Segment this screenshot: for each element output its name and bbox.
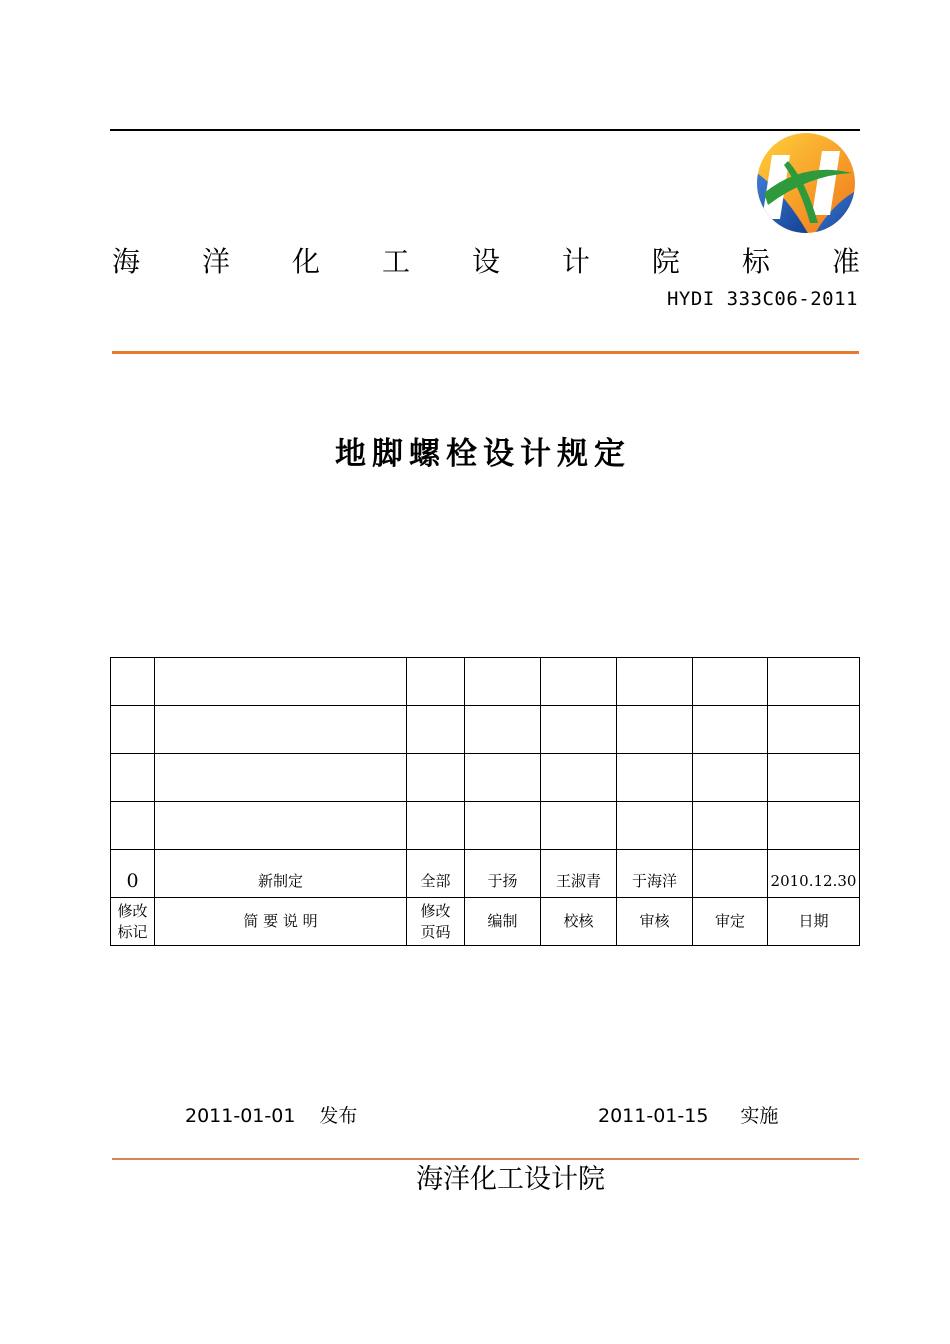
table-cell xyxy=(155,802,407,850)
revision-prepared: 于扬 xyxy=(465,850,541,898)
table-cell xyxy=(407,706,465,754)
table-row xyxy=(111,802,860,850)
table-cell xyxy=(407,754,465,802)
header-pages-line1: 修改 xyxy=(420,901,451,920)
table-cell xyxy=(111,658,155,706)
table-cell xyxy=(693,754,768,802)
table-cell xyxy=(465,802,541,850)
revision-mark: 0 xyxy=(111,850,155,898)
footer-divider xyxy=(112,1158,859,1160)
header-approved: 审定 xyxy=(693,898,768,946)
table-cell xyxy=(155,754,407,802)
org-char: 海 xyxy=(112,245,141,278)
table-cell xyxy=(617,754,693,802)
implement-info xyxy=(598,1102,778,1130)
document-code: HYDI 333C06-2011 xyxy=(666,288,858,310)
org-char: 院 xyxy=(651,245,680,278)
table-cell xyxy=(465,658,541,706)
header-date: 日期 xyxy=(768,898,860,946)
release-label: 发布 xyxy=(319,1105,358,1127)
table-cell xyxy=(768,802,860,850)
table-cell xyxy=(617,658,693,706)
table-cell xyxy=(768,706,860,754)
release-date: 2011-01-01 xyxy=(185,1105,296,1127)
table-cell xyxy=(541,802,617,850)
revision-date: 2010.12.30 xyxy=(768,850,860,898)
table-row xyxy=(111,706,860,754)
header-summary: 简 要 说 明 xyxy=(155,898,407,946)
org-char: 工 xyxy=(381,245,410,278)
implement-date: 2011-01-15 xyxy=(598,1105,709,1127)
implement-label: 实施 xyxy=(740,1105,779,1127)
table-cell xyxy=(111,802,155,850)
release-info xyxy=(185,1102,357,1130)
table-cell xyxy=(155,706,407,754)
table-cell xyxy=(111,754,155,802)
revision-pages: 全部 xyxy=(407,850,465,898)
org-char: 洋 xyxy=(201,245,230,278)
revision-row xyxy=(111,850,860,898)
table-cell xyxy=(541,754,617,802)
table-cell xyxy=(768,754,860,802)
revision-table xyxy=(110,657,860,946)
revision-checked: 王淑青 xyxy=(541,850,617,898)
revision-header-row xyxy=(111,898,860,946)
header-pages-line2: 页码 xyxy=(420,922,451,941)
table-cell xyxy=(768,658,860,706)
header-reviewed: 审核 xyxy=(617,898,693,946)
header-checked: 校核 xyxy=(541,898,617,946)
table-cell xyxy=(407,658,465,706)
revision-approved xyxy=(693,850,768,898)
table-cell xyxy=(541,658,617,706)
table-row xyxy=(111,658,860,706)
table-cell xyxy=(155,658,407,706)
org-char: 准 xyxy=(831,245,860,278)
header-mark-line2: 标记 xyxy=(117,922,148,941)
footer-org: 海洋化工设计院 xyxy=(416,1164,605,1195)
org-char: 设 xyxy=(471,245,500,278)
table-cell xyxy=(693,658,768,706)
org-char: 计 xyxy=(561,245,590,278)
table-cell xyxy=(111,706,155,754)
header-mark-line1: 修改 xyxy=(117,901,148,920)
org-char: 标 xyxy=(741,245,770,278)
hydi-logo-icon xyxy=(754,131,860,235)
header-mark xyxy=(111,898,155,946)
table-cell xyxy=(693,706,768,754)
table-cell xyxy=(617,706,693,754)
standard-org-heading xyxy=(112,242,860,282)
header-divider xyxy=(112,351,859,354)
table-cell xyxy=(541,706,617,754)
table-cell xyxy=(465,706,541,754)
table-cell xyxy=(693,802,768,850)
revision-summary: 新制定 xyxy=(155,850,407,898)
org-char: 化 xyxy=(291,245,320,278)
table-cell xyxy=(617,802,693,850)
header-pages xyxy=(407,898,465,946)
revision-reviewed: 于海洋 xyxy=(617,850,693,898)
document-title: 地脚螺栓设计规定 xyxy=(335,436,631,472)
table-cell xyxy=(407,802,465,850)
top-rule xyxy=(110,129,860,131)
header-prepared: 编制 xyxy=(465,898,541,946)
table-cell xyxy=(465,754,541,802)
table-row xyxy=(111,754,860,802)
